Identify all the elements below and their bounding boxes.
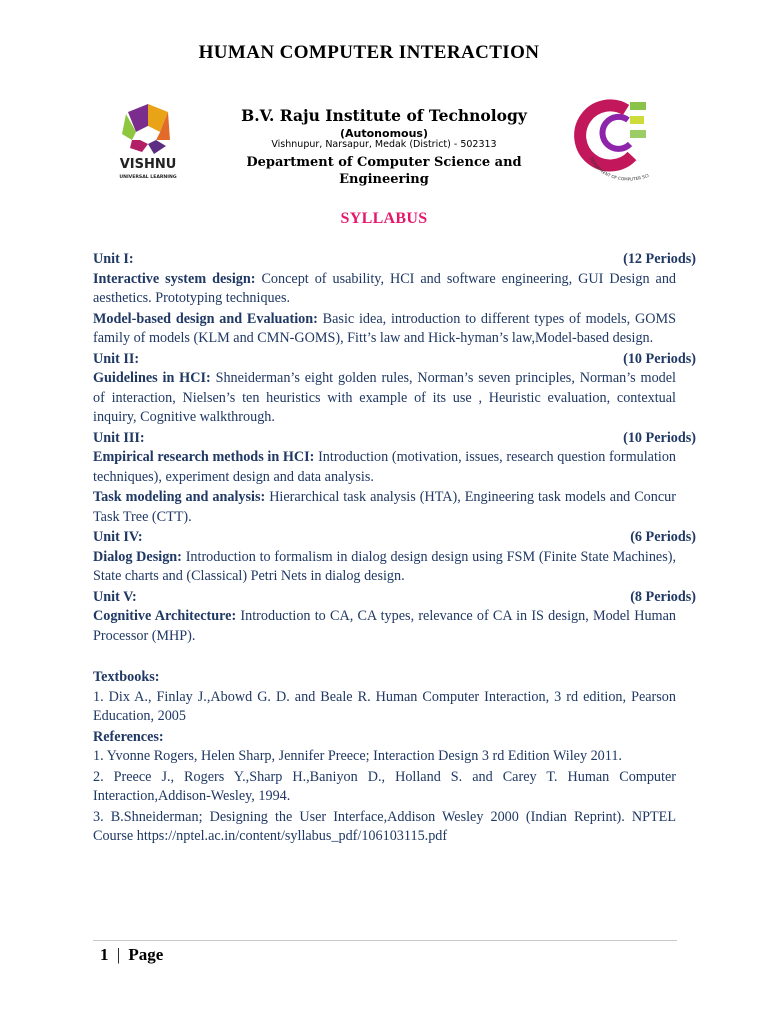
vishnu-logo <box>108 104 188 184</box>
institute-status: (Autonomous) <box>340 127 428 140</box>
unit-topic: Cognitive Architecture: Introduction to CA, CA types, relevance of CA in IS design, Model Human Processor (MHP). <box>93 608 676 644</box>
syllabus-content <box>93 250 696 848</box>
institute-header <box>100 96 680 196</box>
page-title: HUMAN COMPUTER INTERACTION <box>198 42 540 63</box>
unit-name: Unit I: <box>93 251 134 267</box>
page-number: 1 <box>100 945 109 964</box>
unit-periods: (12 Periods) <box>623 251 696 267</box>
unit-name: Unit II: <box>93 350 140 367</box>
unit-name: Unit IV: <box>93 529 143 545</box>
cse-logo-text: DEPARTMENT OF COMPUTER SCI <box>588 156 650 182</box>
reference-item: 3. B.Shneiderman; Designing the User Interface,Addison Wesley 2000 (Indian Reprint). NPTEL Course https://nptel.ac.in/content/syllabus_pdf/106103115.pdf <box>93 808 676 844</box>
institute-name: B.V. Raju Institute of Technology <box>241 106 527 125</box>
institute-address: Vishnupur, Narsapur, Medak (District) - 502313 <box>271 139 497 150</box>
textbooks-heading: Textbooks: <box>93 669 160 685</box>
unit-header <box>93 588 696 608</box>
unit-header <box>93 528 696 548</box>
textbook-item: 1. Dix A., Finlay J.,Abowd G. D. and Beale R. Human Computer Interaction, 3 rd edition, Pearson Education, 2005 <box>93 688 676 724</box>
cse-department-logo <box>570 96 670 191</box>
unit-periods: (8 Periods) <box>630 588 696 605</box>
unit-name: Unit III: <box>93 429 145 446</box>
unit-topic: Dialog Design: Introduction to formalism in dialog design design using FSM (Finite State Machines), State charts and (Classical) Petri Nets in dialog design. <box>93 548 677 584</box>
unit-topic: Model-based design and Evaluation: Basic idea, introduction to different types of models, GOMS family of models (KLM and CMN-GOMS), Fitt’s law and Hick-hyman’s law,Model-based design. <box>93 310 676 346</box>
unit-topic: Task modeling and analysis: Hierarchical task analysis (HTA), Engineering task models and Concur Task Tree (CTT). <box>93 489 676 525</box>
syllabus-title: SYLLABUS <box>340 210 428 227</box>
reference-item: 2. Preece J., Rogers Y.,Sharp H.,Baniyon D., Holland S. and Carey T. Human Computer Interaction,Addison-Wesley, 1994. <box>93 768 676 804</box>
unit-periods: (10 Periods) <box>623 429 696 446</box>
department-name: Department of Computer Science and Engineering <box>246 155 522 187</box>
page-footer <box>100 945 163 965</box>
page-separator: | <box>116 945 121 964</box>
unit-periods: (10 Periods) <box>623 350 696 367</box>
unit-periods: (6 Periods) <box>630 529 696 545</box>
unit-topic: Empirical research methods in HCI: Introduction (motivation, issues, research question formulation techniques), experiment design and data analysis. <box>93 449 677 485</box>
reference-item: 1. Yvonne Rogers, Helen Sharp, Jennifer Preece; Interaction Design 3 rd Edition Wiley 2011. <box>93 748 622 764</box>
unit-name: Unit V: <box>93 588 137 605</box>
references-heading: References: <box>93 728 164 745</box>
footer-divider <box>93 940 677 941</box>
unit-header <box>93 250 696 270</box>
unit-topic: Interactive system design: Concept of usability, HCI and software engineering, GUI Design and aesthetics. Prototyping techniques. <box>93 270 677 306</box>
vishnu-logo-subtext: UNIVERSAL LEARNING <box>119 175 177 180</box>
vishnu-logo-text: VISHNU <box>119 157 177 172</box>
unit-header <box>93 350 696 370</box>
page-label: Page <box>128 945 164 964</box>
unit-header <box>93 429 696 449</box>
unit-topic: Guidelines in HCI: Shneiderman’s eight golden rules, Norman’s seven principles, Norman’s model of interaction, Nielsen’s ten heuristics with example of its use , Heuristic evaluation, contextual inquiry, Cognitive walkthrough. <box>93 370 676 425</box>
